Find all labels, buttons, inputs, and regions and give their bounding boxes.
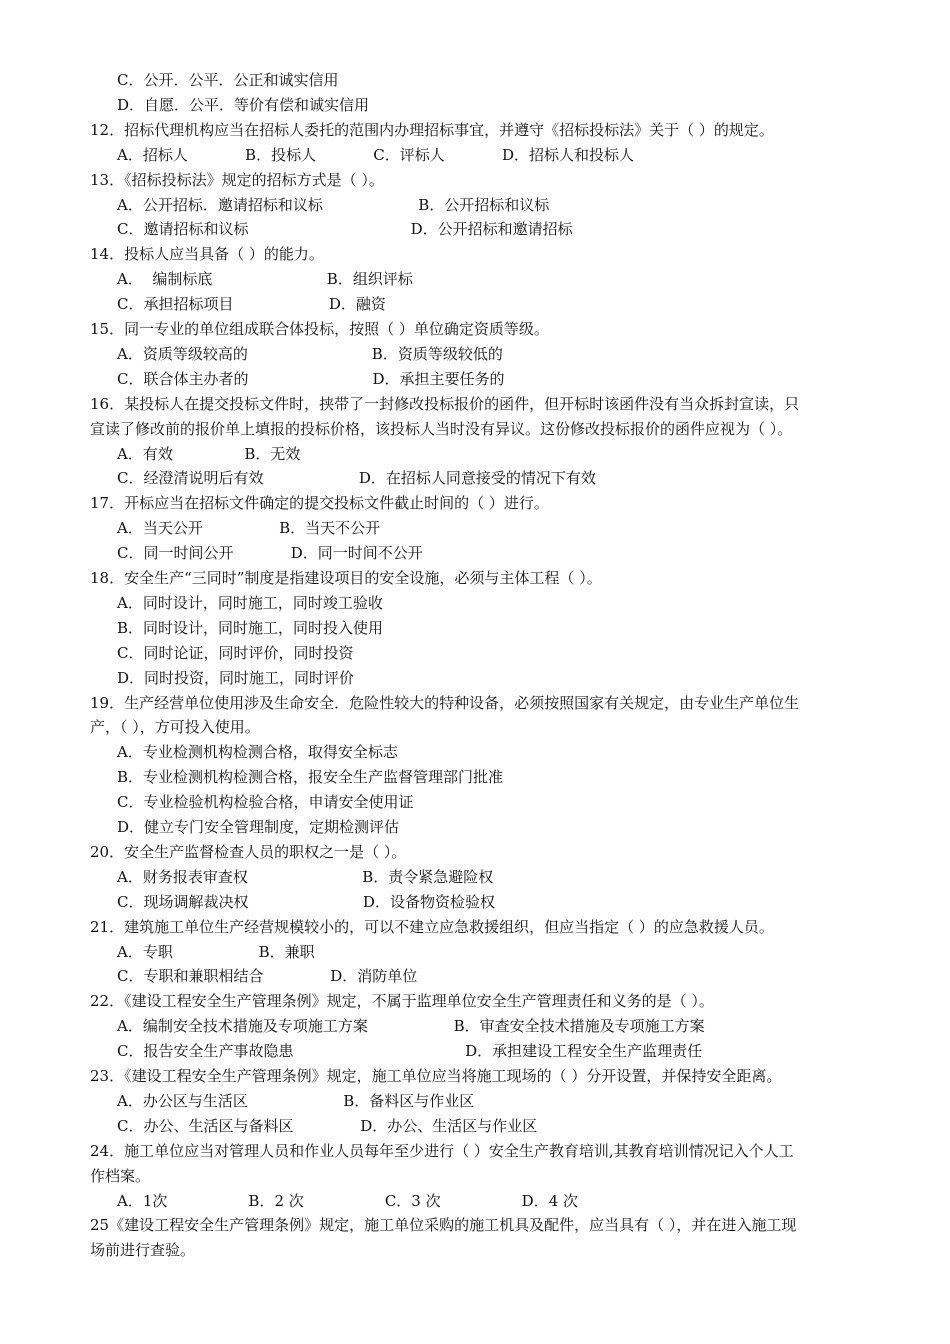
answer-option-line: A． 编制标底 B．组织评标 — [117, 270, 413, 289]
answer-option-line: B．同时设计，同时施工，同时投入使用 — [117, 618, 384, 637]
question-line: 22．《建设工程安全生产管理条例》规定，不属于监理单位安全生产管理责任和义务的是（ ）。 — [90, 992, 714, 1011]
question-line: 19．生产经营单位使用涉及生命安全．危险性较大的特种设备，必须按照国家有关规定，由专业生产单位生 — [90, 693, 800, 712]
answer-option-line: C．公开．公平．公正和诚实信用 — [117, 71, 339, 89]
answer-option-line: C．现场调解裁决权 D．设备物资检验权 — [117, 892, 495, 911]
answer-option-line: D．自愿．公平．等价有偿和诚实信用 — [117, 95, 370, 114]
answer-option-line: B．专业检测机构检测合格，报安全生产监督管理部门批准 — [117, 768, 504, 787]
question-line: 16．某投标人在提交投标文件时，挟带了一封修改投标报价的函件，但开标时该函件没有当众拆封宣读，只 — [90, 394, 800, 413]
question-line: 15．同一专业的单位组成联合体投标，按照（ ）单位确定资质等级。 — [90, 320, 549, 338]
answer-option-line: C．同一时间公开 D．同一时间不公开 — [117, 544, 423, 563]
question-line: 18．安全生产“三同时”制度是指建设项目的安全设施，必须与主体工程（ ）。 — [90, 569, 602, 587]
answer-option-line: A．1次 B．2 次 C．3 次 D．4 次 — [117, 1191, 579, 1210]
answer-option-line: A．同时设计，同时施工，同时竣工验收 — [117, 593, 383, 612]
question-continuation: 宣读了修改前的报价单上填报的投标价格，该投标人当时没有异议。这份修改投标报价的函件应视为（ ）。 — [90, 419, 793, 438]
answer-option-line: A．公开招标．邀请招标和议标 B．公开招标和议标 — [117, 195, 550, 214]
question-continuation: 产，（ ），方可投入使用。 — [90, 718, 260, 737]
question-continuation: 作档案。 — [90, 1166, 151, 1185]
answer-option-line: C．报告安全生产事故隐患 D．承担建设工程安全生产监理责任 — [117, 1042, 703, 1061]
question-line: 23．《建设工程安全生产管理条例》规定，施工单位应当将施工现场的（ ）分开设置，并保持安全距离。 — [90, 1067, 782, 1085]
answer-option-line: A．有效 B．无效 — [117, 444, 301, 463]
question-line: 12．招标代理机构应当在招标人委托的范围内办理招标事宜，并遵守《招标投标法》关于（ ）的规定。 — [90, 120, 774, 139]
answer-option-line: C．联合体主办者的 D．承担主要任务的 — [117, 369, 505, 388]
question-continuation: 场前进行查验。 — [90, 1241, 196, 1260]
question-line: 25《建设工程安全生产管理条例》规定，施工单位采购的施工机具及配件，应当具有（ ），并在进入施工现 — [90, 1216, 797, 1235]
answer-option-line: C．专职和兼职相结合 D．消防单位 — [117, 967, 418, 986]
answer-option-line: D．同时投资，同时施工，同时评价 — [117, 668, 355, 687]
answer-option-line: A．当天公开 B．当天不公开 — [117, 519, 381, 538]
answer-option-line: A．专业检测机构检测合格，取得安全标志 — [117, 743, 398, 762]
answer-option-line: A．财务报表审查权 B．责令紧急避险权 — [117, 867, 494, 886]
answer-option-line: A．编制安全技术措施及专项施工方案 B．审查安全技术措施及专项施工方案 — [117, 1017, 705, 1036]
answer-option-line: A．资质等级较高的 B．资质等级较低的 — [117, 344, 503, 363]
question-line: 24．施工单位应当对管理人员和作业人员每年至少进行（ ）安全生产教育培训,其教育培训情况记入个人工 — [90, 1141, 794, 1160]
answer-option-line: C．同时论证，同时评价，同时投资 — [117, 643, 354, 662]
question-line: 13．《招标投标法》规定的招标方式是（ ）。 — [90, 170, 384, 189]
question-line: 21．建筑施工单位生产经营规模较小的，可以不建立应急救援组织，但应当指定（ ）的应急救援人员。 — [90, 917, 774, 936]
question-line: 17．开标应当在招标文件确定的提交投标文件截止时间的（ ）进行。 — [90, 494, 549, 513]
answer-option-line: D．健立专门安全管理制度，定期检测评估 — [117, 818, 400, 836]
answer-option-line: C．专业检验机构检验合格，申请安全使用证 — [117, 793, 414, 812]
question-line: 14．投标人应当具备（ ）的能力。 — [90, 245, 324, 264]
answer-option-line: A．招标人 B．投标人 C．评标人 D．招标人和投标人 — [117, 145, 635, 164]
question-line: 20．安全生产监督检查人员的职权之一是（ ）。 — [90, 842, 407, 861]
answer-option-line: A．办公区与生活区 B．备料区与作业区 — [117, 1091, 475, 1110]
answer-option-line: C．承担招标项目 D．融资 — [117, 295, 386, 314]
answer-option-line: C．邀请招标和议标 D．公开招标和邀请招标 — [117, 220, 573, 239]
answer-option-line: A．专职 B．兼职 — [117, 942, 315, 961]
answer-option-line: C．办公、生活区与备料区 D．办公、生活区与作业区 — [117, 1116, 538, 1135]
answer-option-line: C．经澄清说明后有效 D．在招标人同意接受的情况下有效 — [117, 469, 596, 488]
